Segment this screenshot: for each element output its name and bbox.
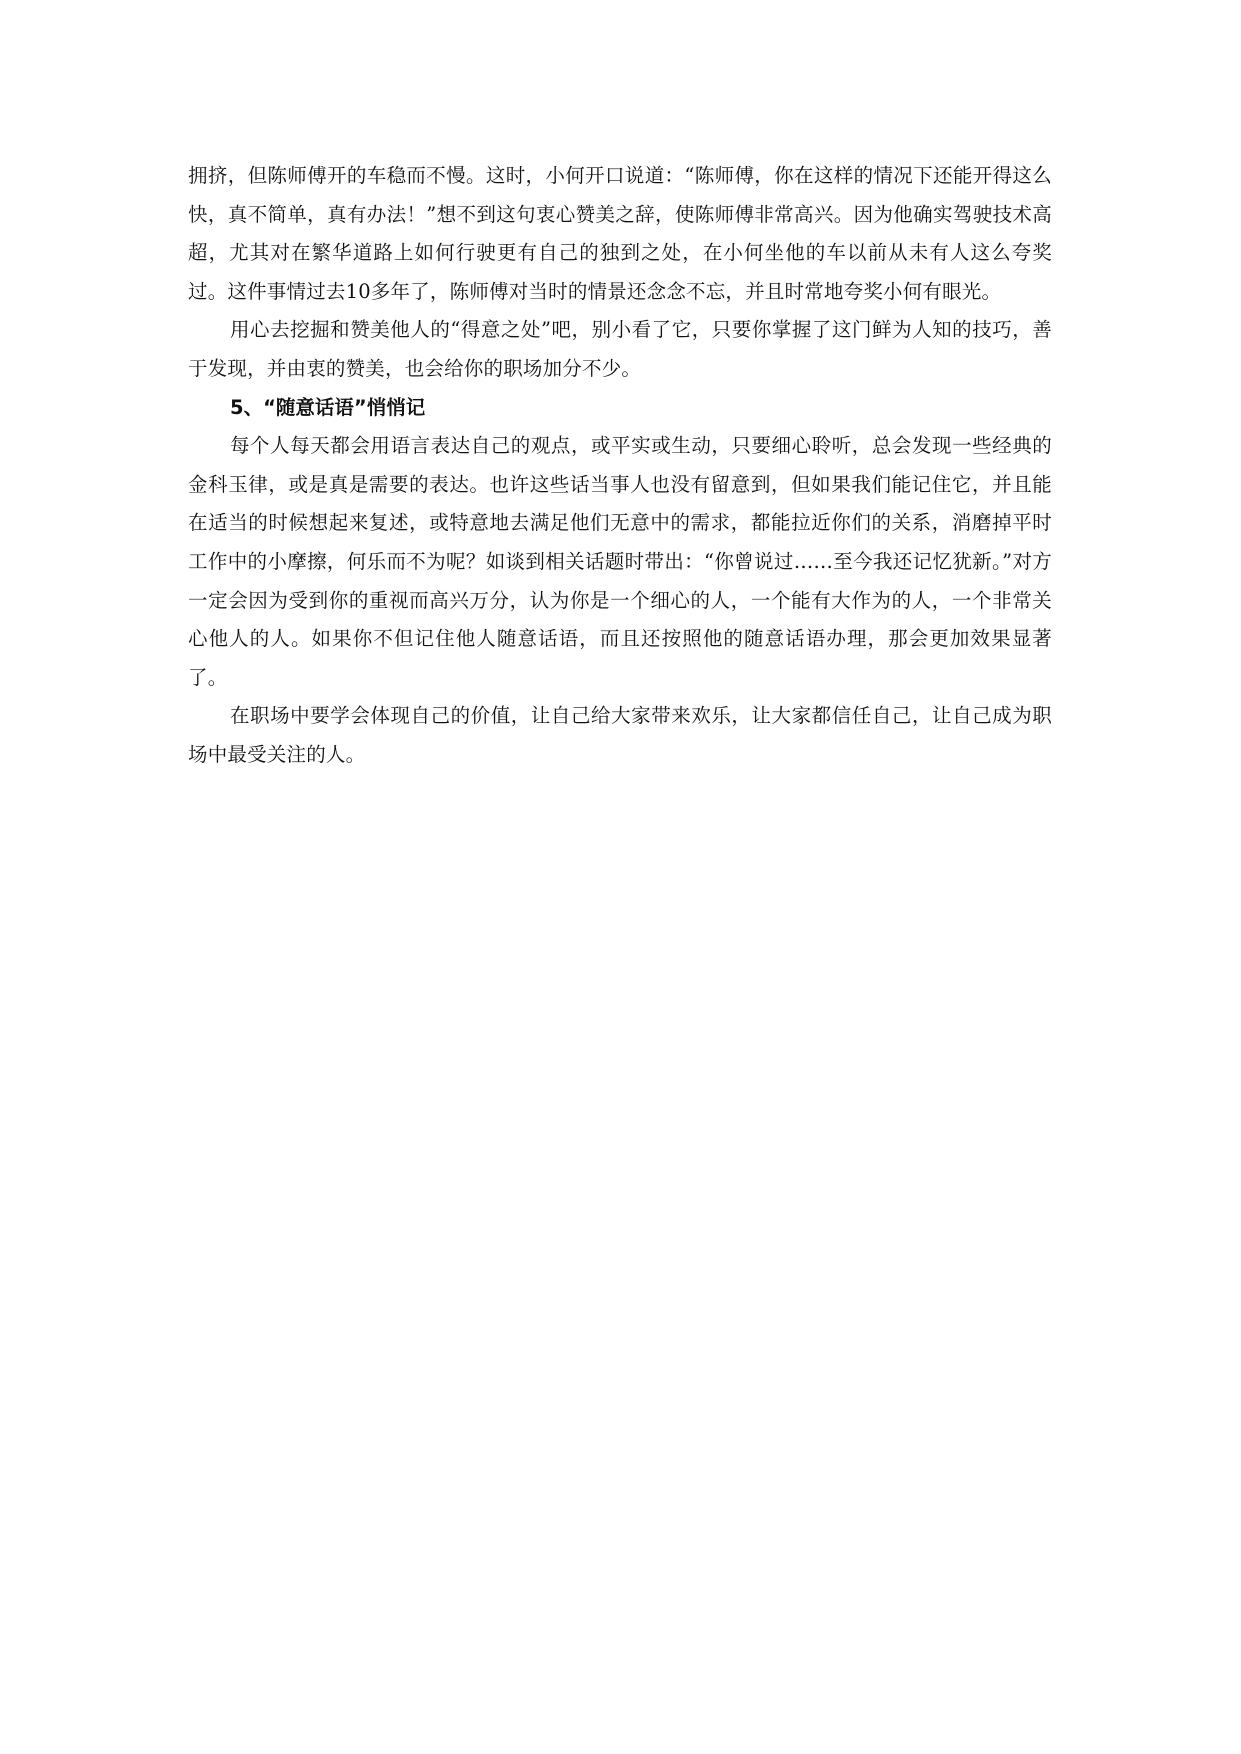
- paragraph-casual-words: 每个人每天都会用语言表达自己的观点，或平实或生动，只要细心聆听，总会发现一些经典的金科玉律，或是真是需要的表达。也许这些话当事人也没有留意到，但如果我们能记住它，并且能在适当的时候想起来复述，或特意地去满足他们无意中的需求，都能拉近你们的关系，消磨掉平时工作中的小摩擦，何乐而不为呢？如谈到相关话题时带出：“你曾说过……至今我还记忆犹新。”对方一定会因为受到你的重视而高兴万分，认为你是一个细心的人，一个能有大作为的人，一个非常关心他人的人。如果你不但记住他人随意话语，而且还按照他的随意话语办理，那会更加效果显著了。: [188, 434, 1052, 689]
- paragraph-conclusion: 在职场中要学会体现自己的价值，让自己给大家带来欢乐，让大家都信任自己，让自己成为职场中最受关注的人。: [188, 704, 1052, 766]
- document-body: [188, 157, 1052, 775]
- paragraph-story-end: 拥挤，但陈师傅开的车稳而不慢。这时，小何开口说道：“陈师傅，你在这样的情况下还能开得这么快，真不简单，真有办法！”想不到这句衷心赞美之辞，使陈师傅非常高兴。因为他确实驾驶技术高超，尤其对在繁华道路上如何行驶更有自己的独到之处，在小何坐他的车以前从未有人这么夸奖过。这件事情过去10多年了，陈师傅对当时的情景还念念不忘，并且时常地夸奖小何有眼光。: [188, 164, 1052, 303]
- section-heading-5: 5、“随意话语”悄悄记: [230, 395, 426, 419]
- paragraph-praise-advice: 用心去挖掘和赞美他人的“得意之处”吧，别小看了它，只要你掌握了这门鲜为人知的技巧，善于发现，并由衷的赞美，也会给你的职场加分不少。: [188, 318, 1052, 380]
